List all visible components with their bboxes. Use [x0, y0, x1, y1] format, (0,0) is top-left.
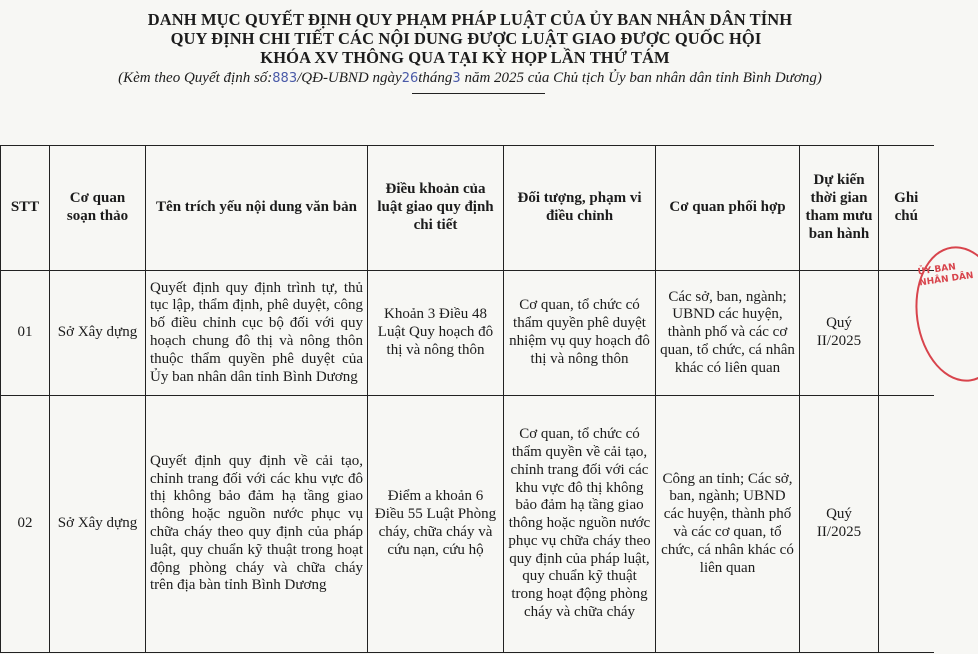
title-line-1: DANH MỤC QUYẾT ĐỊNH QUY PHẠM PHÁP LUẬT CỦA ỦY BAN NHÂN DÂN TỈNH	[147, 10, 793, 29]
cell-stt: 02	[1, 396, 50, 653]
cell-scope: Cơ quan, tổ chức có thẩm quyền phê duyệt nhiệm vụ quy hoạch đô thị và nông thôn	[504, 271, 656, 396]
header-coordinating-agency: Cơ quan phối hợp	[656, 146, 800, 271]
title-line-3: KHÓA XV THÔNG QUA TẠI KỲ HỌP LẦN THỨ TÁM	[260, 48, 670, 67]
title-line-2: QUY ĐỊNH CHI TIẾT CÁC NỘI DUNG ĐƯỢC LUẬT GIAO ĐƯỢC QUỐC HỘI	[170, 29, 762, 48]
cell-timeline: Quý II/2025	[800, 396, 879, 653]
header-stt: STT	[1, 146, 50, 271]
cell-summary: Quyết định quy định trình tự, thủ tục lập, thẩm định, phê duyệt, công bố điều chỉnh cục bộ đối với quy hoạch chung đô thị và nông thôn thuộc thẩm quyền phê duyệt của Ủy ban nhân dân tỉnh Bình Dương	[146, 271, 368, 396]
decision-day: 26	[401, 71, 419, 86]
cell-scope: Cơ quan, tổ chức có thẩm quyền về cải tạo, chỉnh trang đối với các khu vực đô thị không bảo đảm hạ tầng giao thông hoặc nguồn nước phục vụ chữa cháy theo quy định của pháp luật, quy chuẩn kỹ thuật trong hoạt động phòng cháy và chữa cháy	[504, 396, 656, 653]
decision-reference-suffix: năm 2025 của Chủ tịch Ủy ban nhân dân tỉnh Bình Dương)	[464, 70, 822, 86]
header-underline	[412, 93, 545, 94]
cell-stt: 01	[1, 271, 50, 396]
header-clause: Điều khoản của luật giao quy định chi tiết	[368, 146, 504, 271]
decision-reference-mid: /QĐ-UBND ngày	[297, 70, 402, 86]
table-row	[1, 396, 934, 653]
cell-agency: Sở Xây dựng	[50, 271, 146, 396]
cell-summary: Quyết định quy định về cải tạo, chỉnh trang đối với các khu vực đô thị không bảo đảm hạ tầng giao thông hoặc nguồn nước phục vụ chữa cháy theo quy định của pháp luật, quy chuẩn kỹ thuật trong hoạt động phòng cháy và chữa cháy trên địa bàn tỉnh Bình Dương	[146, 396, 368, 653]
cell-coordinating: Công an tỉnh; Các sở, ban, ngành; UBND các huyện, thành phố và các cơ quan, tổ chức, cá nhân khác có liên quan	[656, 396, 800, 653]
cell-coordinating: Các sở, ban, ngành; UBND các huyện, thành phố và các cơ quan, tổ chức, cá nhân khác có liên quan	[656, 271, 800, 396]
cell-timeline: Quý II/2025	[800, 271, 879, 396]
header-timeline: Dự kiến thời gian tham mưu ban hành	[800, 146, 879, 271]
cell-clause: Khoản 3 Điều 48 Luật Quy hoạch đô thị và nông thôn	[368, 271, 504, 396]
header-scope: Đối tượng, phạm vi điều chỉnh	[504, 146, 656, 271]
header-drafting-agency: Cơ quan soạn thảo	[50, 146, 146, 271]
decision-reference-month-label: tháng	[418, 70, 453, 86]
cell-agency: Sở Xây dựng	[50, 396, 146, 653]
decision-reference-prefix: (Kèm theo Quyết định số:	[118, 70, 273, 86]
cell-clause: Điểm a khoản 6 Điều 55 Luật Phòng cháy, chữa cháy và cứu nạn, cứu hộ	[368, 396, 504, 653]
seal-text: ỦY BAN NHÂN DÂN	[917, 262, 975, 289]
decision-list-table	[0, 145, 934, 653]
table-header-row	[1, 146, 934, 271]
cell-note	[879, 396, 934, 653]
header-note: Ghi chú	[879, 146, 934, 271]
decision-month: 3	[452, 71, 461, 86]
table-row	[1, 271, 934, 396]
decision-reference	[0, 69, 940, 88]
header-summary: Tên trích yếu nội dung văn bản	[146, 146, 368, 271]
decision-number: 883	[272, 71, 298, 86]
